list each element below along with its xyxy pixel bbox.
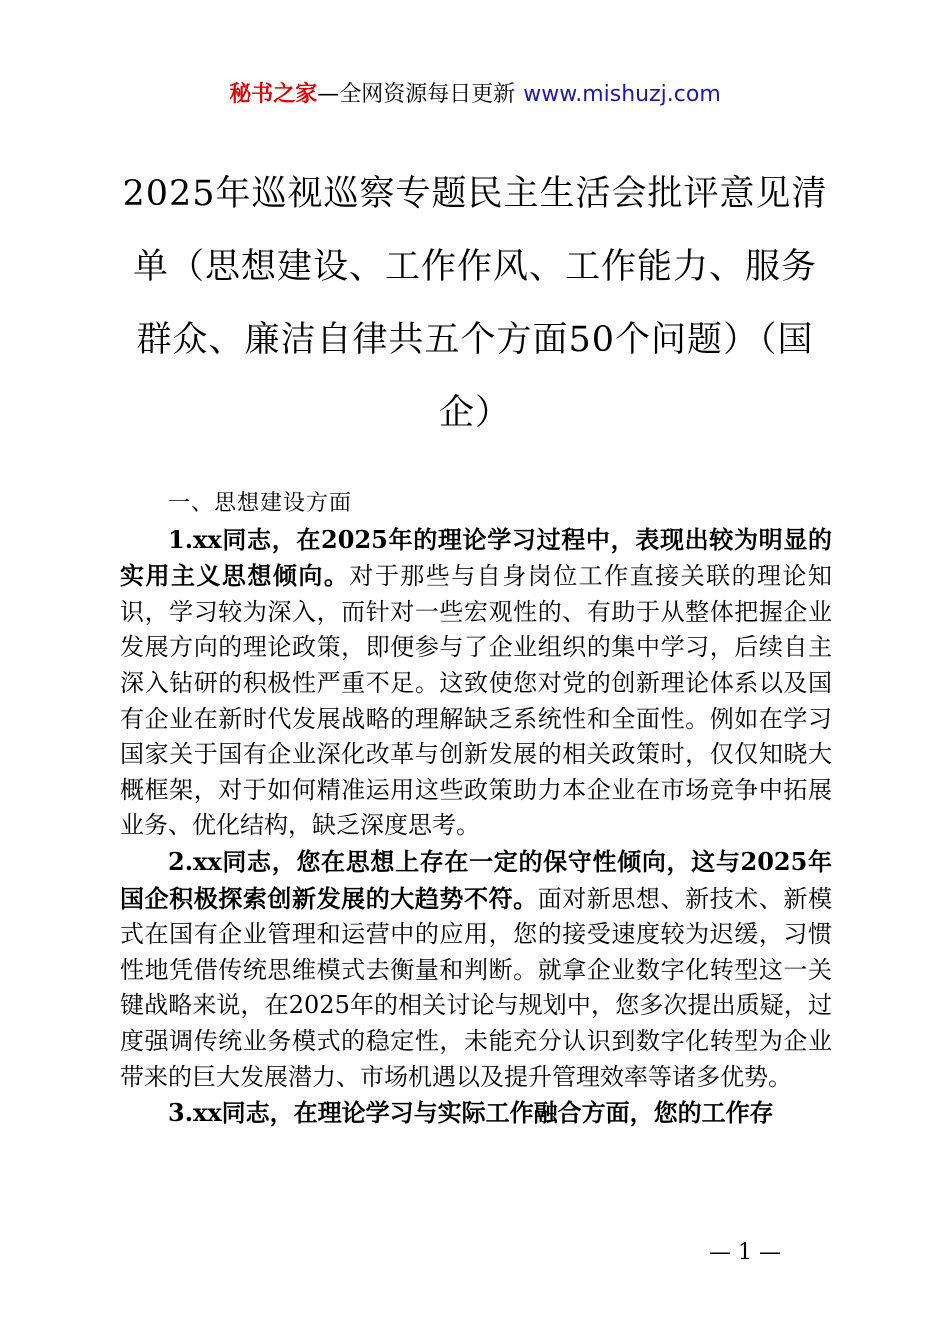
item-paragraph	[120, 1095, 832, 1132]
document-body	[120, 486, 832, 1132]
section-heading: 一、思想建设方面	[168, 491, 353, 516]
page-number: — 1 —	[709, 1240, 781, 1265]
site-brand: 秘书之家	[229, 82, 318, 107]
item-paragraph	[120, 844, 832, 1095]
site-url-link[interactable]: www.mishuzj.com	[523, 82, 721, 107]
site-header	[0, 78, 950, 112]
item-body: 对于那些与自身岗位工作直接关联的理论知识，学习较为深入，而针对一些宏观性的、有助于从整体把握企业发展方向的理论政策，即便参与了企业组织的集中学习，后续自主深入钻研的积极性严重不足。这致使您对党的创新理论体系以及国有企业在新时代发展战略的理解缺乏系统性和全面性。例如在学习国家关于国有企业深化改革与创新发展的相关政策时，仅仅知晓大概框架，对于如何精准运用这些政策助力本企业在市场竞争中拓展业务、优化结构，缺乏深度思考。	[120, 562, 833, 840]
site-tagline: —全网资源每日更新	[317, 82, 516, 107]
item-lead: 1.xx同志，在2025年的理论学习过程中，表现出较为明显的实用主义思想倾向。	[120, 524, 832, 591]
item-lead: 3.xx同志，在理论学习与实际工作融合方面，您的工作存	[168, 1098, 774, 1128]
item-lead: 2.xx同志，您在思想上存在一定的保守性倾向，这与2025年国企积极探索创新发展的大趋势不符。	[120, 846, 832, 913]
item-body: 面对新思想、新技术、新模式在国有企业管理和运营中的应用，您的接受速度较为迟缓，习惯性地凭借传统思维模式去衡量和判断。就拿企业数字化转型这一关键战略来说，在2025年的相关讨论与规划中，您多次提出质疑，过度强调传统业务模式的稳定性，未能充分认识到数字化转型为企业带来的巨大发展潜力、市场机遇以及提升管理效率等诸多优势。	[120, 884, 833, 1091]
document-title: 2025年巡视巡察专题民主生活会批评意见清单（思想建设、工作作风、工作能力、服务群众、廉洁自律共五个方面50个问题）（国企）	[122, 174, 828, 433]
item-paragraph	[120, 522, 832, 844]
